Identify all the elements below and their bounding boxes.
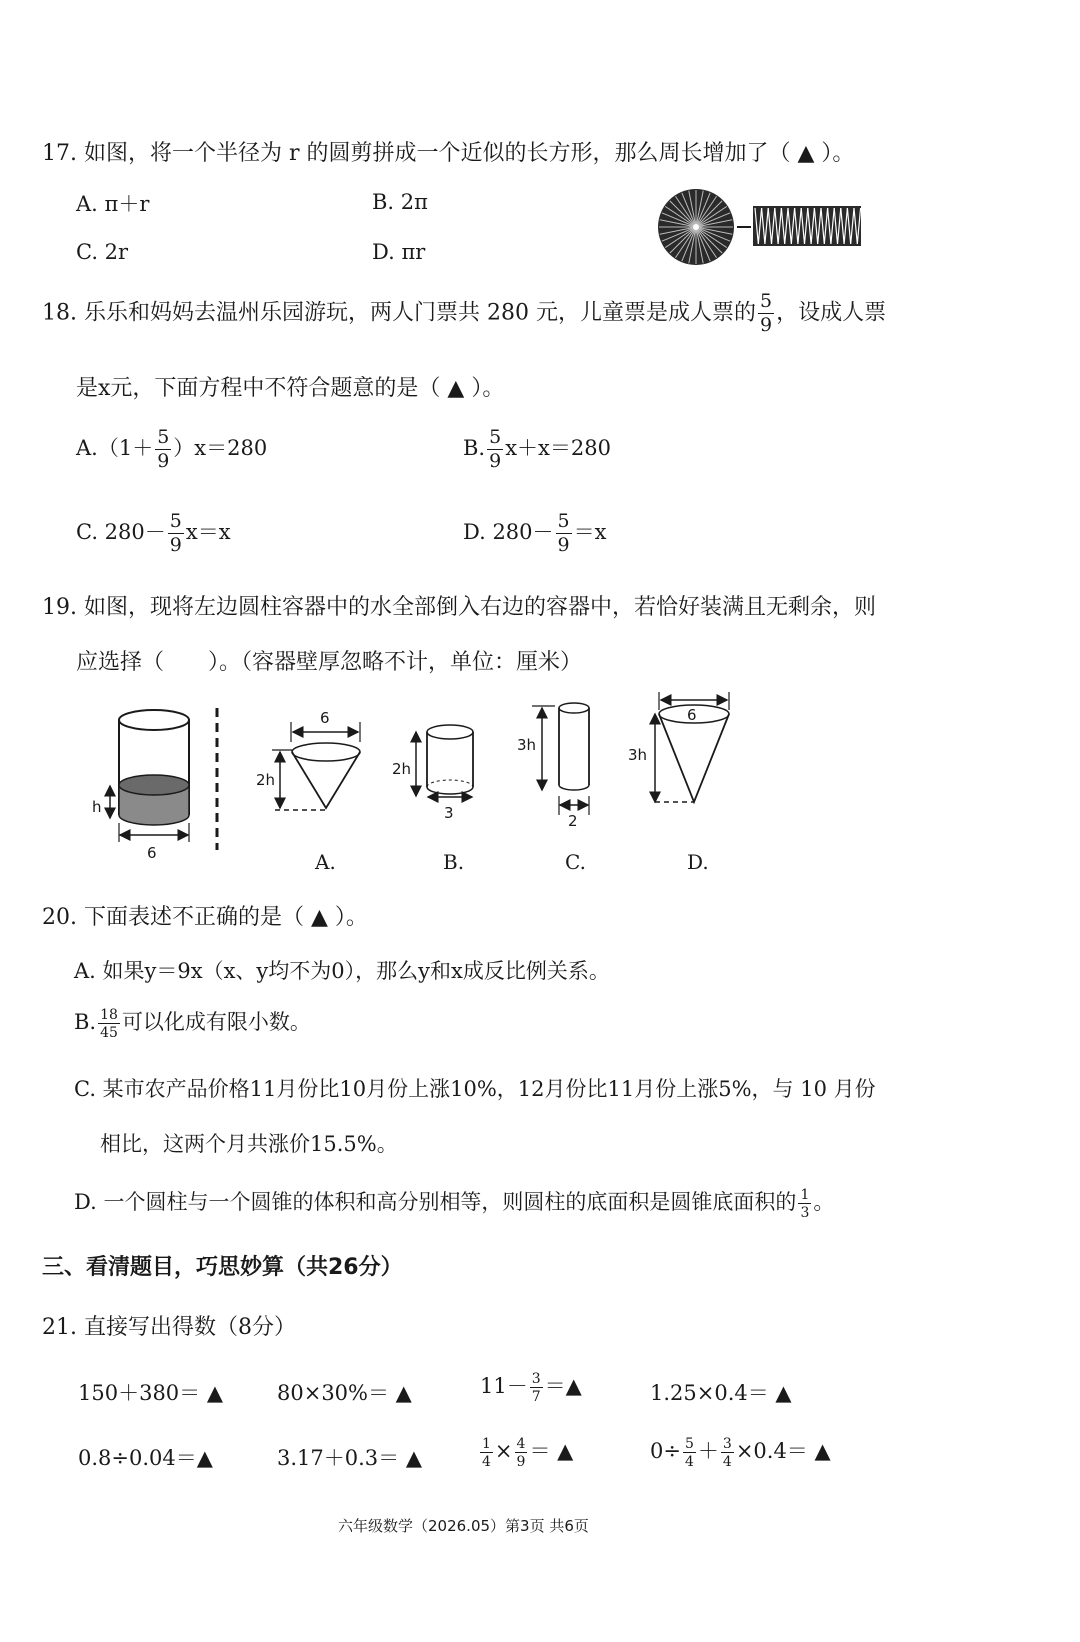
q18-option-a: A.（1＋ $\frac{5}{9}$ ）x＝280 [76, 426, 268, 472]
q19-option-b-cylinder [392, 725, 473, 822]
q18-option-c: C. 280－ $\frac{5}{9}$ x＝x [76, 510, 231, 556]
q18-option-d: D. 280－ $\frac{5}{9}$ ＝x [463, 510, 607, 556]
svg-text:2: 2 [568, 812, 578, 830]
q19-label-a: A. [315, 850, 336, 874]
q18-option-b: B. $\frac{5}{9}$ x＋x＝280 [463, 426, 611, 472]
q21-item-2: 80×30%＝ ▲ [277, 1381, 412, 1405]
q19-option-d-cone [628, 692, 729, 802]
svg-text:3h: 3h [517, 736, 537, 754]
q19-option-c-cylinder [517, 703, 589, 830]
section-3-heading: 三、看清题目，巧思妙算（共26分） [42, 1255, 403, 1280]
q17-circle-sectors-icon [658, 189, 734, 265]
q20-option-b: B. $\frac{18}{45}$ 可以化成有限小数。 [74, 1006, 311, 1041]
svg-text:6: 6 [320, 709, 330, 727]
q20-option-c: C. 某市农产品价格11月份比10月份上涨10%，12月份比11月份上涨5%，与 10 月份 [74, 1077, 876, 1101]
q19-stem-line2: 应选择（ ）。（容器壁厚忽略不计，单位：厘米） [76, 650, 583, 675]
page-footer: 六年级数学（2026.05）第3页 共6页 [338, 1517, 589, 1535]
q19-label-c: C. [565, 850, 586, 874]
q18-stem-line2: 是x元，下面方程中不符合题意的是（ ▲ ）。 [76, 376, 505, 401]
q21-item-1: 150＋380＝ ▲ [78, 1381, 223, 1405]
q17-circle-to-rectangle-figure [655, 186, 870, 268]
q21-item-4: 1.25×0.4＝ ▲ [650, 1381, 792, 1405]
q17-option-a: A. π＋r [76, 192, 150, 216]
q19-left-cylinder [92, 710, 189, 862]
q19-containers-figure [80, 690, 760, 880]
q21-item-7: $\frac{1}{4}$ × $\frac{4}{9}$ ＝ ▲ [482, 1435, 574, 1470]
q18-stem-fraction: $\frac{5}{9}$ [759, 290, 773, 336]
q19-label-d: D. [687, 850, 709, 874]
svg-text:3h: 3h [628, 746, 648, 764]
q17-option-b: B. 2π [372, 190, 428, 214]
q17-option-c: C. 2r [76, 240, 129, 264]
q18-stem: 18. 乐乐和妈妈去温州乐园游玩，两人门票共 280 元，儿童票是成人票的 $\frac{5}{9}$ ，设成人票 [42, 290, 887, 336]
q19-label-b: B. [443, 850, 465, 874]
q21-item-5: 0.8÷0.04＝▲ [78, 1446, 213, 1470]
svg-text:2h: 2h [256, 771, 276, 789]
q20-option-c-line2: 相比，这两个月共涨价15.5%。 [100, 1132, 398, 1156]
q21-item-6: 3.17＋0.3＝ ▲ [277, 1446, 422, 1470]
q17-stem: 17. 如图，将一个半径为 r 的圆剪拼成一个近似的长方形，那么周长增加了（ ▲ ）。 [42, 141, 855, 166]
q19-left-diameter-label: 6 [147, 844, 157, 862]
q21-item-3: 11－ $\frac{3}{7}$ ＝▲ [480, 1370, 582, 1405]
svg-text:6: 6 [687, 706, 697, 724]
svg-text:3: 3 [444, 804, 454, 822]
q21-stem: 21. 直接写出得数（8分） [42, 1315, 296, 1340]
q17-option-d: D. πr [372, 240, 426, 264]
q21-item-8: 0÷ $\frac{5}{4}$ ＋ $\frac{3}{4}$ ×0.4＝ ▲ [650, 1435, 831, 1470]
q17-rectangle-icon [753, 206, 861, 246]
q19-left-height-label: h [92, 798, 102, 816]
q20-option-d: D. 一个圆柱与一个圆锥的体积和高分别相等，则圆柱的底面积是圆锥底面积的 $\frac{1}{3}$ 。 [74, 1186, 835, 1221]
q20-option-a: A. 如果y＝9x（x、y均不为0），那么y和x成反比例关系。 [74, 959, 610, 983]
svg-text:2h: 2h [392, 760, 412, 778]
q20-stem: 20. 下面表述不正确的是（ ▲ ）。 [42, 905, 368, 930]
q19-stem: 19. 如图，现将左边圆柱容器中的水全部倒入右边的容器中，若恰好装满且无剩余，则 [42, 595, 876, 620]
q19-option-a-cone [256, 709, 360, 810]
